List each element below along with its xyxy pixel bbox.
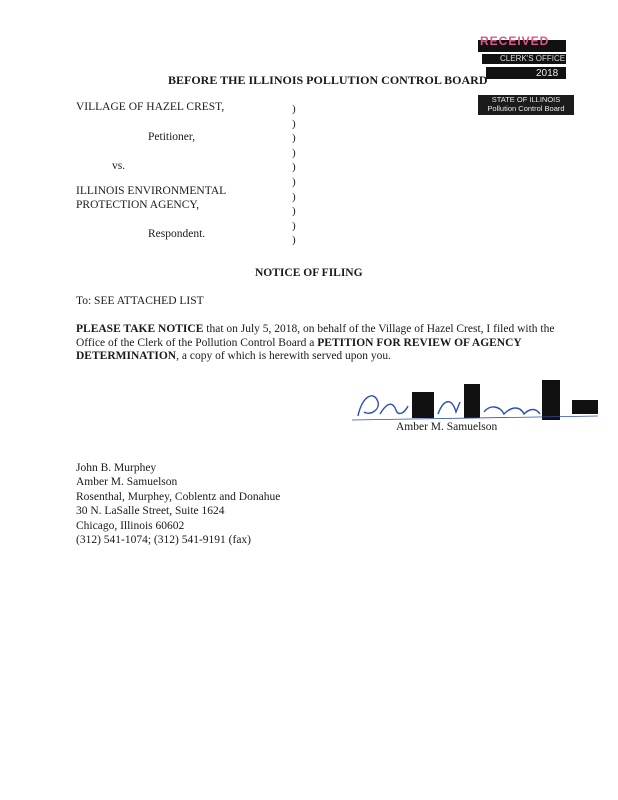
versus-label: vs. <box>112 160 126 172</box>
stamp-board-line: Pollution Control Board <box>487 104 565 113</box>
address-line: Rosenthal, Murphey, Coblentz and Donahue <box>76 490 281 503</box>
paren: ) <box>292 234 296 247</box>
address-line: (312) 541-1074; (312) 541-9191 (fax) <box>76 534 252 547</box>
stamp-office-text: CLERK'S OFFICE <box>500 54 566 63</box>
notice-text-2: , a copy of which is herewith served upon you. <box>176 350 392 362</box>
to-line: To: SEE ATTACHED LIST <box>76 295 204 307</box>
paren: ) <box>292 219 296 232</box>
paren: ) <box>292 117 296 130</box>
notice-text-1: that on July 5, 2018, on behalf of the Village of Hazel Crest, I filed with the Office of the Clerk of the Pollution Control Board a <box>76 323 555 349</box>
board-heading: BEFORE THE ILLINOIS POLLUTION CONTROL BOARD <box>168 73 488 87</box>
caption-parentheses <box>292 102 296 248</box>
paren: ) <box>292 132 296 145</box>
notice-body <box>76 323 576 364</box>
received-stamp <box>478 34 568 84</box>
address-line: John B. Murphey <box>76 462 157 474</box>
respondent-name-line2: PROTECTION AGENCY, <box>76 199 200 211</box>
state-board-stamp <box>478 95 574 115</box>
handwritten-signature <box>352 376 600 424</box>
attorney-address-block <box>76 461 280 547</box>
petition-title: PETITION FOR REVIEW OF AGENCY DETERMINATION <box>76 336 522 362</box>
respondent-name-line1: ILLINOIS ENVIRONMENTAL <box>76 185 227 197</box>
stamp-received-text: RECEIVED <box>480 34 550 48</box>
paren: ) <box>292 103 296 115</box>
petitioner-role: Petitioner, <box>148 131 196 143</box>
signer-name: Amber M. Samuelson <box>396 421 498 433</box>
paren: ) <box>292 146 296 159</box>
notice-title: NOTICE OF FILING <box>255 267 363 279</box>
notice-lead: PLEASE TAKE NOTICE <box>76 323 204 335</box>
paren: ) <box>292 161 296 174</box>
stamp-state-line: STATE OF ILLINOIS <box>491 95 561 104</box>
paren: ) <box>292 205 296 218</box>
petitioner-name: VILLAGE OF HAZEL CREST, <box>76 101 225 113</box>
address-line: Chicago, Illinois 60602 <box>76 519 185 532</box>
paren: ) <box>292 190 296 203</box>
address-line: Amber M. Samuelson <box>76 476 178 489</box>
paren: ) <box>292 175 296 188</box>
stamp-date-text: 2018 <box>536 68 559 79</box>
respondent-role: Respondent. <box>148 228 206 240</box>
address-line: 30 N. LaSalle Street, Suite 1624 <box>76 505 225 518</box>
